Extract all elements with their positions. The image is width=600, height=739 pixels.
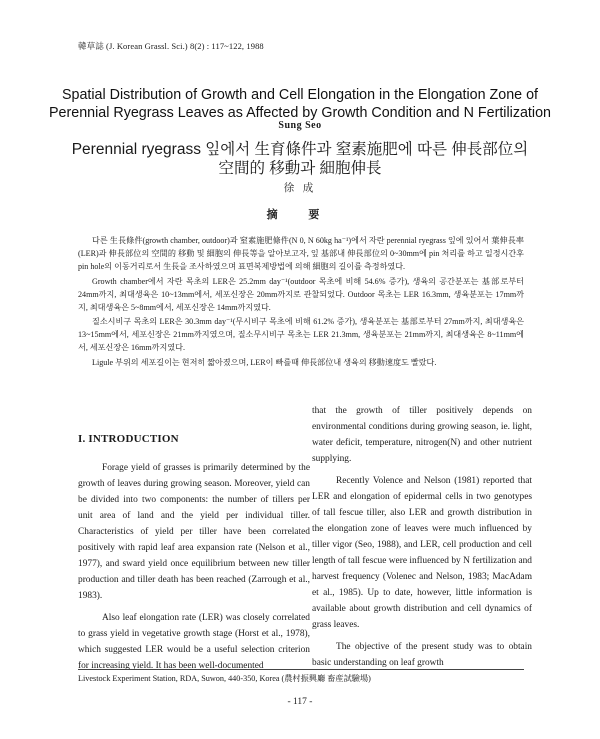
paper-title-english (40, 86, 560, 122)
author-name-english: Sung Seo (278, 120, 322, 131)
body-paragraph: that the growth of tiller positively depends on environmental conditions during growing season, ie. light, water deficit, temperature, nitrogen(N) and other nutrient supplying. (312, 406, 532, 464)
author-name-korean: 徐 成 (283, 183, 317, 194)
abstract-korean (78, 235, 524, 372)
abstract-paragraph: Ligule 부위의 세포길이는 현저히 짧아졌으며, LER이 빠를때 伸長部位내 생육의 移動速度도 빨랐다. (92, 358, 437, 368)
body-paragraph: Also leaf elongation rate (LER) was closely correlated to grass yield in vegetative growth stage (Horst et al., 1978), which suggested LER would be a useful selection criterion for increasing yield. It has been well-documented (78, 613, 310, 671)
section-heading-introduction: I. INTRODUCTION (78, 433, 179, 445)
body-column-left (78, 431, 310, 680)
abstract-heading: 摘 要 (266, 209, 334, 221)
affiliation-footnote: Livestock Experiment Station, RDA, Suwon, 440-350, Korea (農村振興廳 畜産試驗場) (78, 674, 371, 683)
title-ko-line-1: Perennial ryegrass 잎에서 生育條件과 窒素施肥에 따른 伸長部位의 (71, 141, 529, 158)
title-ko-line-2: 空間的 移動과 細胞伸長 (218, 160, 382, 177)
journal-citation: 韓草誌 (J. Korean Grassl. Sci.) 8(2) : 117~122, 1988 (78, 41, 264, 51)
title-en-line-2: Perennial Ryegrass Leaves as Affected by Growth Condition and N Fertilization (49, 105, 551, 121)
footnote-divider (78, 669, 524, 670)
abstract-paragraph: 다른 生長條件(growth chamber, outdoor)과 窒素施肥條件(N 0, N 60kg ha⁻¹)에서 자란 perennial ryegrass 잎에 있어서 葉伸長率(LER)과 伸長部位의 空間的 移動 및 細胞의 伸長等을 알아보고자, 잎 基部내 伸長部位의 0~30mm에 pin 처리를 하고 일정시간후 pin hole의 이동거리로서 生長을 조사하였으며 표면복제방법에 의해 細胞의 길이를 측정하였다. (78, 236, 524, 271)
body-paragraph: The objective of the present study was to obtain basic understanding on leaf growth (312, 642, 532, 668)
abstract-paragraph: 질소시비구 목초의 LER은 30.3mm day⁻¹(무시비구 목초에 비해 61.2% 증가), 생육분포는 基部로부터 27mm까지, 최대생육은 13~15mm에서, 세포신장은 21mm까지였으며, 질소무시비구 목초는 LER 21.3mm, 생육분포는 21mm까지, 최대생육은 8~11mm에서, 세포신장은 16mm까지였다. (78, 317, 524, 353)
title-en-line-1: Spatial Distribution of Growth and Cell Elongation in the Elongation Zone of (61, 87, 539, 103)
body-column-right (312, 403, 532, 677)
body-paragraph: Forage yield of grasses is primarily determined by the growth of leaves during growing season. Moreover, yield can be divided into two components: the number of tillers per unit area of land and the yield per individual tiller. Characteristics of yield per tiller have been correlated positively with rapid leaf area expansion rate (Nelson et al., 1977), and sward yield once equilibrium between new tiller production and tiller death has been reached (Zarrough et al., 1983). (78, 463, 310, 601)
page-number: - 117 - (287, 697, 313, 707)
body-paragraph: Recently Volence and Nelson (1981) reported that LER and elongation of epidermal cells in two genotypes of tall fescue tiller, also LER and growth distribution in the elongation zone of leaves were much influenced by tiller vigor (Seo, 1988), and LER, cell production and cell length of tall fescue were influenced by N fertilization and harvest frequency (Volenec and Nelson, 1983; MacAdam et al., 1985). Up to date, however, little information is available about growth distribution and cell dynamics of grass leaves. (312, 476, 532, 630)
abstract-paragraph: Growth chamber에서 자란 목초의 LER은 25.2mm day⁻¹(outdoor 목초에 비해 54.6% 증가), 생육의 공간분포는 基部로부터 24mm까지, 최대생육은 10~13mm에서, 세포신장은 20mm까지로 관찰되었다. Outdoor 목초는 LER 16.3mm, 생육분포는 17mm까지, 최대생육은 5~8mm에서, 세포신장은 14mm까지였다. (78, 276, 524, 312)
paper-title-korean (40, 140, 560, 178)
